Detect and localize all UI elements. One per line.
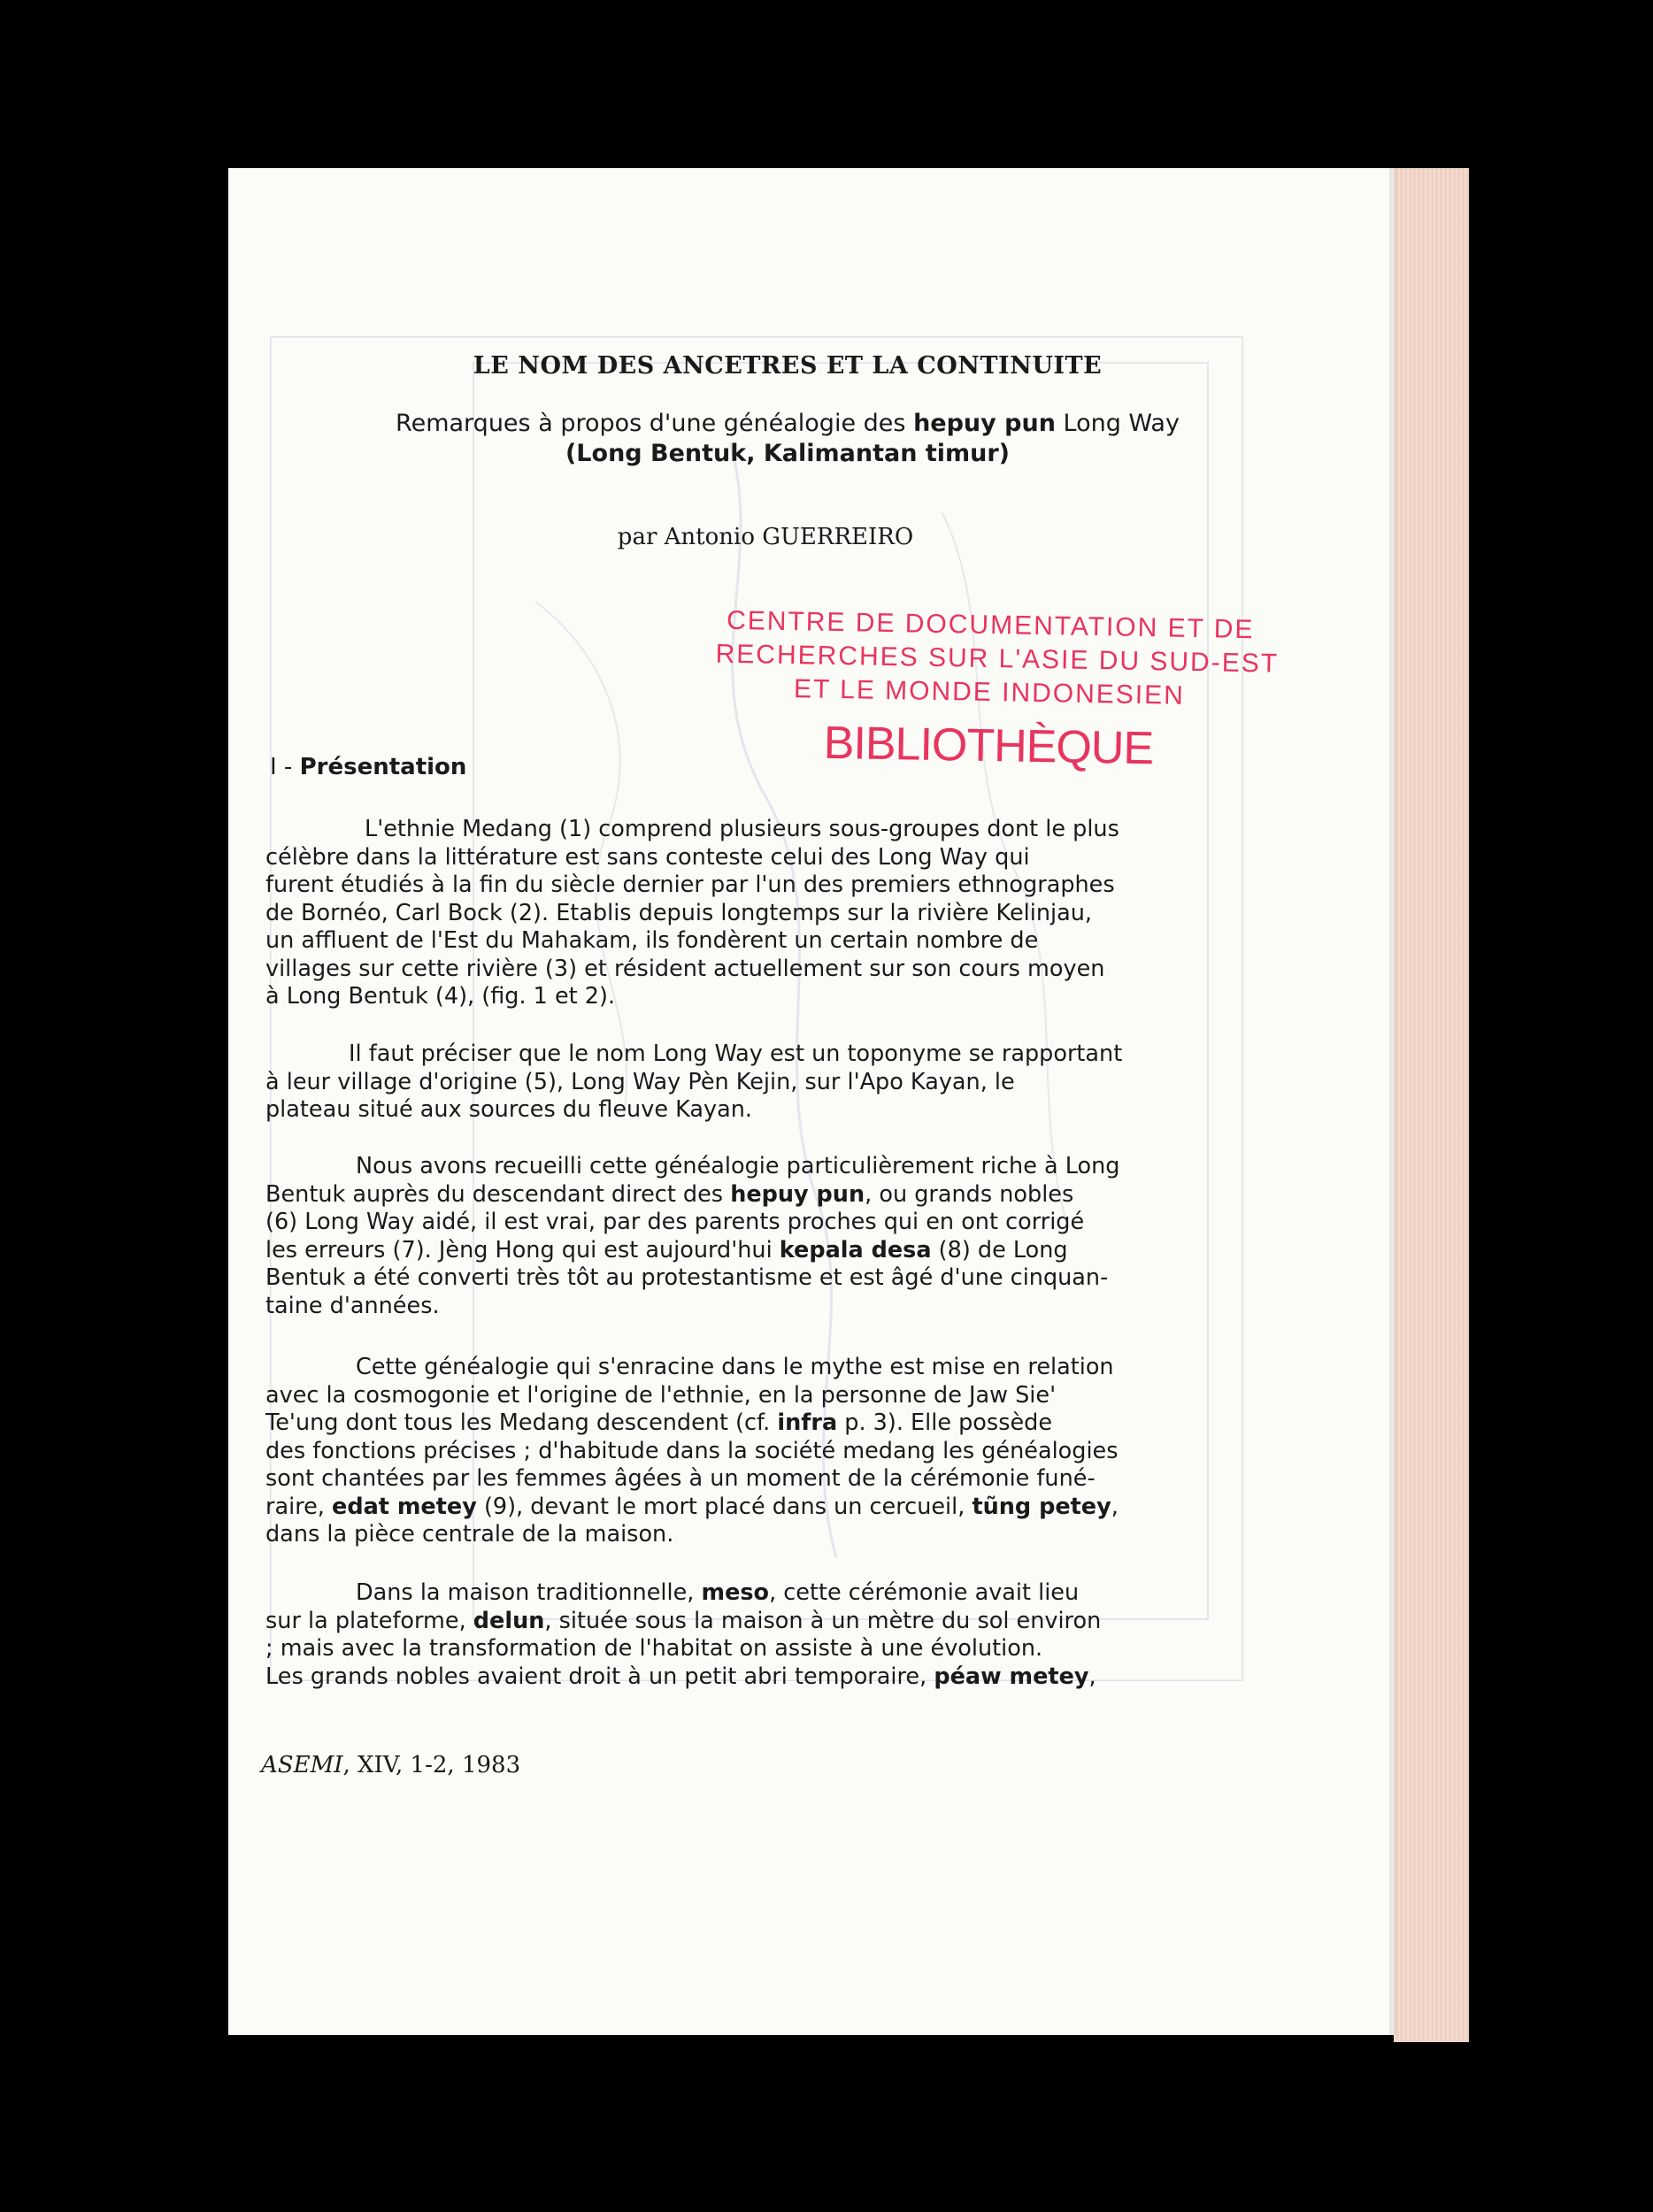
journal-reference: , XIV, 1-2, 1983: [342, 1752, 521, 1778]
stamp-line-1: CENTRE DE DOCUMENTATION ET DE: [726, 605, 1255, 645]
paragraph-3: Nous avons recueilli cette généalogie particulièrement riche à Long Bentuk auprès du descendant direct des hepuy pun, ou grands nobles (6) Long Way aidé, il est vrai, par des parents proches qui en ont corrigé les erreurs (7). Jèng Hong qui est aujourd'hui kepala desa (8) de Long Bentuk a été converti très tôt au protestantisme et est âgé d'une cinquan- taine d'années.: [265, 1153, 1120, 1319]
subtitle-prefix: Remarques à propos d'une généalogie des: [396, 410, 906, 437]
subtitle-line-2: (Long Bentuk, Kalimantan timur): [565, 440, 1011, 467]
paragraph-2: Il faut préciser que le nom Long Way est un toponyme se rapportant à leur village d'origine (5), Long Way Pèn Kejin, sur l'Apo Kayan, le plateau situé aux sources du fleuve Kayan.: [265, 1041, 1123, 1123]
paragraph-1: L'ethnie Medang (1) comprend plusieurs sous-groupes dont le plus célèbre dans la littérature est sans conteste celui des Long Way qui furent étudiés à la fin du siècle dernier par l'un des premiers ethnographes de Bornéo, Carl Bock (2). Etablis depuis longtemps sur la rivière Kelinjau, un affluent de l'Est du Mahakam, ils fondèrent un certain nombre de villages sur cette rivière (3) et résident actuellement sur son cours moyen à Long Bentuk (4), (fig. 1 et 2).: [265, 816, 1119, 1010]
article-author: par Antonio GUERREIRO: [617, 524, 914, 550]
term-delun: delun: [473, 1607, 545, 1634]
term-tung-petey: tũng petey: [972, 1493, 1111, 1520]
term-hepuy-pun: hepuy pun: [730, 1180, 865, 1208]
subtitle-bold-term: hepuy pun: [913, 410, 1056, 437]
subtitle-line-1: [265, 409, 1310, 439]
journal-name: ASEMI: [261, 1752, 343, 1778]
stamp-bibliotheque: BIBLIOTHÈQUE: [823, 717, 1154, 775]
section-title: Présentation: [299, 754, 467, 780]
paragraph-4: Cette généalogie qui s'enracine dans le mythe est mise en relation avec la cosmogonie et l'origine de l'ethnie, en la personne de Jaw Sie' Te'ung dont tous les Medang descendent (cf. infra p. 3). Elle possède des fonctions précises ; d'habitude dans la société medang les généalogies sont chantées par les femmes âgées à un moment de la cérémonie funé- raire, edat metey (9), devant le mort placé dans un cercueil, tũng petey, dans la pièce centrale de la maison.: [265, 1354, 1119, 1548]
term-peaw-metey: péaw metey: [934, 1663, 1089, 1690]
article-title: LE NOM DES ANCETRES ET LA CONTINUITE: [473, 352, 1103, 380]
stamp-line-2: RECHERCHES SUR L'ASIE DU SUD-EST: [715, 639, 1280, 679]
stamp-line-3: ET LE MONDE INDONESIEN: [793, 674, 1186, 710]
term-kepala-desa: kepala desa: [779, 1236, 932, 1263]
term-meso: meso: [701, 1579, 770, 1606]
library-stamp: [713, 604, 1280, 779]
term-edat-metey: edat metey: [332, 1493, 477, 1520]
subtitle-suffix: Long Way: [1063, 410, 1180, 437]
term-infra: infra: [777, 1409, 838, 1436]
paragraph-5: Dans la maison traditionnelle, meso, cette cérémonie avait lieu sur la plateforme, delun, située sous la maison à un mètre du sol environ ; mais avec la transformation de l'habitat on assiste à une évolution. Les grands nobles avaient droit à un petit abri temporaire, péaw metey,: [265, 1579, 1102, 1690]
article-subtitle: [265, 409, 1310, 469]
section-heading: [270, 754, 466, 780]
section-number: I -: [270, 754, 300, 780]
journal-footer: [261, 1752, 520, 1778]
